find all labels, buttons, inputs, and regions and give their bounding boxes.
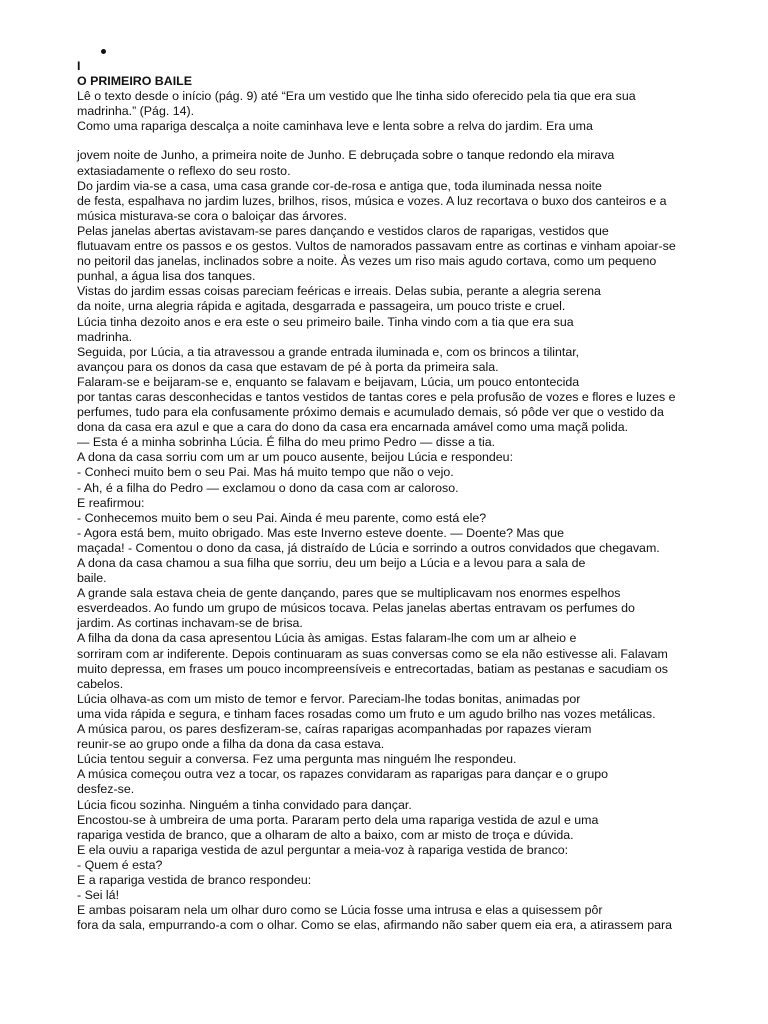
text-line: fora da sala, empurrando-a com o olhar. Como se elas, afirmando não saber quem eia era, a atirassem para <box>77 918 673 933</box>
paragraph-gap <box>77 134 677 148</box>
text-line: extasiadamente o reflexo do seu rosto. <box>77 163 291 178</box>
text-line: reunir-se ao grupo onde a filha da dona da casa estava. <box>77 737 385 752</box>
text-line: Pelas janelas abertas avistavam-se pares dançando e vestidos claros de raparigas, vestidos que <box>77 223 609 238</box>
intro-line: Lê o texto desde o início (pág. 9) até “Era um vestido que lhe tinha sido oferecido pela tia que era sua <box>77 89 636 104</box>
text-line: perfumes, tudo para ela confusamente próximo demais e acumulado demais, só pôde ver que o vestido da <box>77 405 664 420</box>
text-line: música misturava-se cora o baloiçar das árvores. <box>77 208 347 223</box>
text-line: Seguida, por Lúcia, a tia atravessou a grande entrada iluminada e, com os brincos a tilintar, <box>77 344 580 359</box>
text-line: da noite, urna alegria rápida e agitada, desgarrada e passageira, um pouco triste e cruel. <box>77 299 566 314</box>
text-line: desfez-se. <box>77 782 135 797</box>
text-line: esverdeados. Ao fundo um grupo de músicos tocava. Pelas janelas abertas entravam os perfumes do <box>77 601 635 616</box>
text-line: jardim. As cortinas inchavam-se de brisa. <box>77 616 303 631</box>
text-line: Lúcia olhava-as com um misto de temor e fervor. Pareciam-lhe todas bonitas, animadas por <box>77 691 581 706</box>
text-line: Lúcia tinha dezoito anos e era este o seu primeiro baile. Tinha vindo com a tia que era sua <box>77 314 574 329</box>
text-line: A música parou, os pares desfizeram-se, caíras raparigas acompanhadas por rapazes vieram <box>77 722 592 737</box>
text-line: - Conheci muito bem o seu Pai. Mas há muito tempo que não o vejo. <box>77 465 454 480</box>
text-line: A música começou outra vez a tocar, os rapazes convidaram as raparigas para dançar e o grupo <box>77 767 609 782</box>
text-line: Lúcia tentou seguir a conversa. Fez uma pergunta mas ninguém lhe respondeu. <box>77 752 517 767</box>
text-line: Encostou-se à umbreira de uma porta. Pararam perto dela uma rapariga vestida de azul e uma <box>77 812 599 827</box>
text-line: E ela ouviu a rapariga vestida de azul perguntar a meia-voz à rapariga vestida de branco: <box>77 842 569 857</box>
text-line: E a rapariga vestida de branco respondeu: <box>77 872 312 887</box>
text-line: - Ah, é a filha do Pedro — exclamou o dono da casa com ar caloroso. <box>77 480 459 495</box>
text-line: — Esta é a minha sobrinha Lúcia. É filha do meu primo Pedro — disse a tia. <box>77 435 496 450</box>
bullet-dot-icon <box>101 49 106 54</box>
text-line: Vistas do jardim essas coisas pareciam feéricas e irreais. Delas subia, perante a alegria serena <box>77 284 601 299</box>
list-bullet <box>77 42 677 59</box>
text-line: Falaram-se e beijaram-se e, enquanto se falavam e beijavam, Lúcia, um pouco entontecida <box>77 374 580 389</box>
text-line: madrinha. <box>77 329 133 344</box>
text-line: cabelos. <box>77 676 124 691</box>
text-line: por tantas caras desconhecidas e tantos vestidos de tantas cores e pela profusão de vozes e flores e luzes e <box>77 389 676 404</box>
text-line: - Conhecemos muito bem o seu Pai. Ainda é meu parente, como está ele? <box>77 510 487 525</box>
text-line: jovem noite de Junho, a primeira noite de Junho. E debruçada sobre o tanque redondo ela mirava <box>77 148 615 163</box>
intro-line: madrinha.” (Pág. 14). <box>77 104 195 119</box>
text-line: uma vida rápida e segura, e tinham faces rosadas como um fruto e um agudo brilho nas vozes metálicas. <box>77 706 656 721</box>
intro-block <box>77 89 677 134</box>
chapter-title: O PRIMEIRO BAILE <box>77 74 192 89</box>
text-line: E reafirmou: <box>77 495 145 510</box>
intro-line: Como uma rapariga descalça a noite caminhava leve e lenta sobre a relva do jardim. Era uma <box>77 119 593 134</box>
text-line: Do jardim via-se a casa, uma casa grande cor-de-rosa e antiga que, toda iluminada nessa noite <box>77 178 602 193</box>
chapter-number: I <box>77 59 81 73</box>
text-line: baile. <box>77 571 107 586</box>
text-line: punhal, a água lisa dos tanques. <box>77 269 256 284</box>
text-line: - Agora está bem, muito obrigado. Mas este Inverno esteve doente. — Doente? Mas que <box>77 525 564 540</box>
text-line: - Sei lá! <box>77 888 120 903</box>
text-line: de festa, espalhava no jardim luzes, brilhos, risos, música e vozes. A luz recortava o buxo dos canteiros e a <box>77 193 667 208</box>
text-line: Lúcia ficou sozinha. Ninguém a tinha convidado para dançar. <box>77 797 412 812</box>
document-page <box>77 42 677 933</box>
text-line: rapariga vestida de branco, que a olharam de alto a baixo, com ar misto de troça e dúvida. <box>77 827 574 842</box>
text-line: sorriram com ar indiferente. Depois continuaram as suas conversas como se ela não estivesse ali. Falavam <box>77 646 668 661</box>
text-line: maçada! - Comentou o dono da casa, já distraído de Lúcia e sorrindo a outros convidados que chegavam. <box>77 540 660 555</box>
text-line: A grande sala estava cheia de gente dançando, pares que se multiplicavam nos enormes espelhos <box>77 586 621 601</box>
text-line: A dona da casa sorriu com um ar um pouco ausente, beijou Lúcia e respondeu: <box>77 450 514 465</box>
text-line: muito depressa, em frases um pouco incompreensíveis e entrecortadas, batiam as pestanas e sacudiam os <box>77 661 668 676</box>
text-line: no peitoril das janelas, inclinados sobre a noite. Às vezes um riso mais agudo cortava, como um pequeno <box>77 254 657 269</box>
text-line: A dona da casa chamou a sua filha que sorriu, deu um beijo a Lúcia e a levou para a sala de <box>77 556 586 570</box>
body-text <box>77 148 677 933</box>
text-line: E ambas poisaram nela um olhar duro como se Lúcia fosse uma intrusa e elas a quisessem pôr <box>77 903 603 918</box>
text-line: dona da casa era azul e que a cara do dono da casa era encarnada amável como uma maçã polida. <box>77 420 629 435</box>
text-line: A filha da dona da casa apresentou Lúcia às amigas. Estas falaram-lhe com um ar alheio e <box>77 631 577 646</box>
text-line: - Quem é esta? <box>77 857 163 872</box>
text-line: flutuavam entre os passos e os gestos. Vultos de namorados passavam entre as cortinas e vinham apoiar-se <box>77 239 676 254</box>
text-line: avançou para os donos da casa que estavam de pé à porta da primeira sala. <box>77 359 499 374</box>
